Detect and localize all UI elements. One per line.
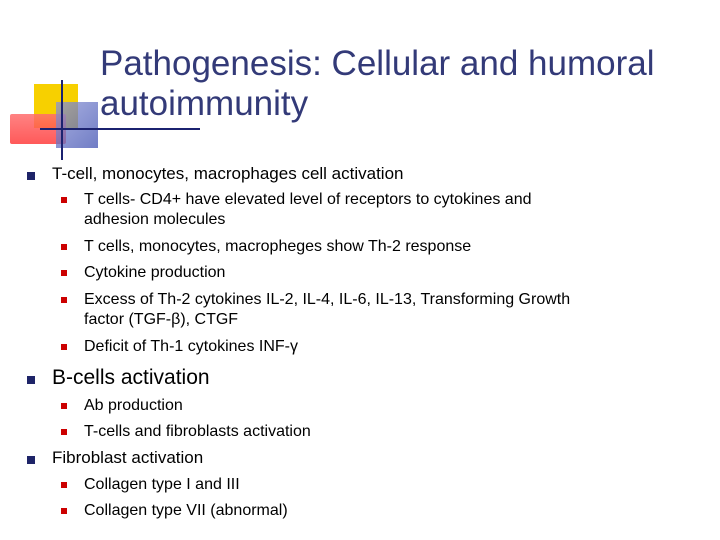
bullet-marker — [61, 508, 67, 514]
bullet-marker — [61, 244, 67, 250]
slide-title: Pathogenesis: Cellular and humoral autoimmunity — [100, 44, 655, 123]
bullet-marker — [61, 403, 67, 409]
bullet-tcells-cd4: T cells- CD4+ have elevated level of receptors to cytokines and — [84, 191, 532, 208]
decor-horizontal-line — [40, 128, 200, 130]
bullet-marker — [61, 482, 67, 488]
bullet-bcells: B-cells activation — [52, 366, 210, 389]
bullet-marker — [27, 456, 35, 464]
bullet-ab-production: Ab production — [84, 397, 183, 414]
bullet-fibroblast: Fibroblast activation — [52, 448, 204, 467]
bullet-marker — [61, 270, 67, 276]
bullet-th1-deficit: Deficit of Th-1 cytokines INF-γ — [84, 338, 298, 355]
bullet-tcells-fibroblasts: T-cells and fibroblasts activation — [84, 423, 311, 440]
bullet-th2-excess-cont: factor (TGF-β), CTGF — [84, 311, 239, 328]
bullet-collagen-1-3: Collagen type I and III — [84, 476, 240, 493]
bullet-marker — [27, 172, 35, 180]
bullet-marker — [61, 429, 67, 435]
bullet-marker — [61, 197, 67, 203]
bullet-cytokine-production: Cytokine production — [84, 264, 226, 281]
bullet-th2-excess: Excess of Th-2 cytokines IL-2, IL-4, IL-6, IL-13, Transforming Growth — [84, 291, 571, 308]
bullet-th2-response: T cells, monocytes, macropheges show Th-2 response — [84, 238, 472, 255]
bullet-marker — [61, 344, 67, 350]
decor-vertical-line — [61, 80, 63, 160]
bullet-marker — [61, 297, 67, 303]
bullet-tcell: T-cell, monocytes, macrophages cell activation — [52, 164, 404, 183]
bullet-collagen-7: Collagen type VII (abnormal) — [84, 502, 288, 519]
bullet-marker — [27, 376, 35, 384]
bullet-tcells-cd4-cont: adhesion molecules — [84, 211, 226, 228]
